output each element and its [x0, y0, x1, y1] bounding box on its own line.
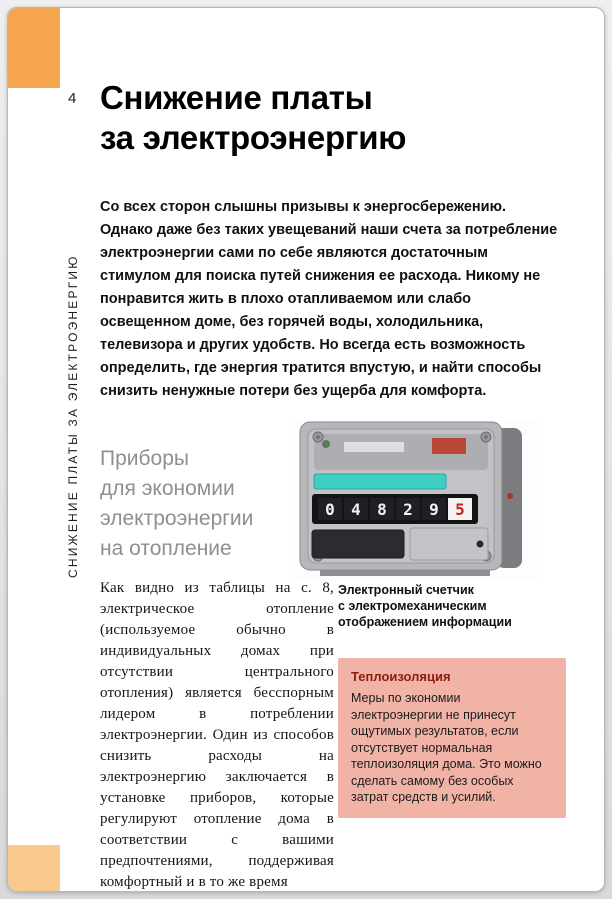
- bottom-accent-block: [8, 845, 60, 891]
- section-heading-line: Приборы: [100, 447, 189, 470]
- meter-digit: 9: [429, 500, 439, 519]
- page-number: 4: [68, 90, 77, 107]
- figure-caption-line: с электромеханическим: [338, 599, 487, 613]
- page-title-line-2: за электроэнергию: [100, 119, 407, 156]
- section-heading-line: на отопление: [100, 537, 232, 560]
- meter-button: [477, 541, 484, 548]
- figure-caption-line: Электронный счетчик: [338, 583, 474, 597]
- top-accent-block: [8, 8, 60, 88]
- page-title: [100, 78, 406, 158]
- sidebar-vertical-title: СНИЖЕНИЕ ПЛАТЫ ЗА ЭЛЕКТРОЭНЕРГИЮ: [66, 254, 80, 578]
- book-page: [7, 7, 605, 892]
- meter-digit: 4: [351, 500, 361, 519]
- meter-photo: [294, 420, 542, 580]
- section-heading-line: для экономии: [100, 477, 235, 500]
- figure-caption: [338, 582, 512, 630]
- intro-paragraph: Со всех сторон слышны призывы к энергосбережению. Однако даже без таких увещеваний наши счета за потребление электроэнергии сами по себе являются достаточным стимулом для поиска путей снижения ее расхода. Никому не понравится жить в плохо отапливаемом или слабо освещенном доме, без горячей воды, холодильника, телевизора и других удобств. Но всегда есть возможность определить, где энергия тратится впустую, и найти способы снизить ненужные потери без ущерба для комфорта.: [100, 199, 558, 399]
- meter-digit-red: 5: [455, 500, 465, 519]
- callout-title: Теплоизоляция: [351, 669, 451, 684]
- meter-side-indicator: [507, 493, 513, 499]
- figure-caption-line: отображением информации: [338, 615, 512, 629]
- meter-digit: 2: [403, 500, 413, 519]
- circuit-part: [344, 442, 404, 452]
- callout-body: Меры по экономии электроэнергии не принесут ощутимых результатов, если отсутствует нормальная теплоизоляция дома. Это можно сделать самому без особых затрат средств и усилий.: [351, 691, 542, 804]
- meter-digit: 0: [325, 500, 335, 519]
- body-paragraph: Как видно из таблицы на с. 8, электрическое отопление (используемое обычно в индивидуальных домах при отсутствии центрального отопления) является бесспорным лидером в потреблении электроэнергии. Один из способов снизить расходы на электроэнергию заключается в установке приборов, которые регулируют отопление дома в соответствии с вашими предпочтениями, поддерживая комфортный и в то же время: [100, 580, 334, 890]
- meter-lower-display: [312, 530, 404, 558]
- section-heading-line: электроэнергии: [100, 507, 254, 530]
- meter-digit: 8: [377, 500, 387, 519]
- meter-terminal-panel: [410, 528, 488, 560]
- circuit-part-red: [432, 438, 466, 454]
- meter-teal-strip: [314, 474, 446, 489]
- page-title-line-1: Снижение платы: [100, 79, 373, 116]
- section-heading: [100, 444, 253, 564]
- meter-base: [320, 570, 490, 576]
- electricity-meter-illustration: [294, 420, 542, 580]
- insulation-callout-box: [338, 658, 566, 818]
- circuit-part-green: [322, 440, 330, 448]
